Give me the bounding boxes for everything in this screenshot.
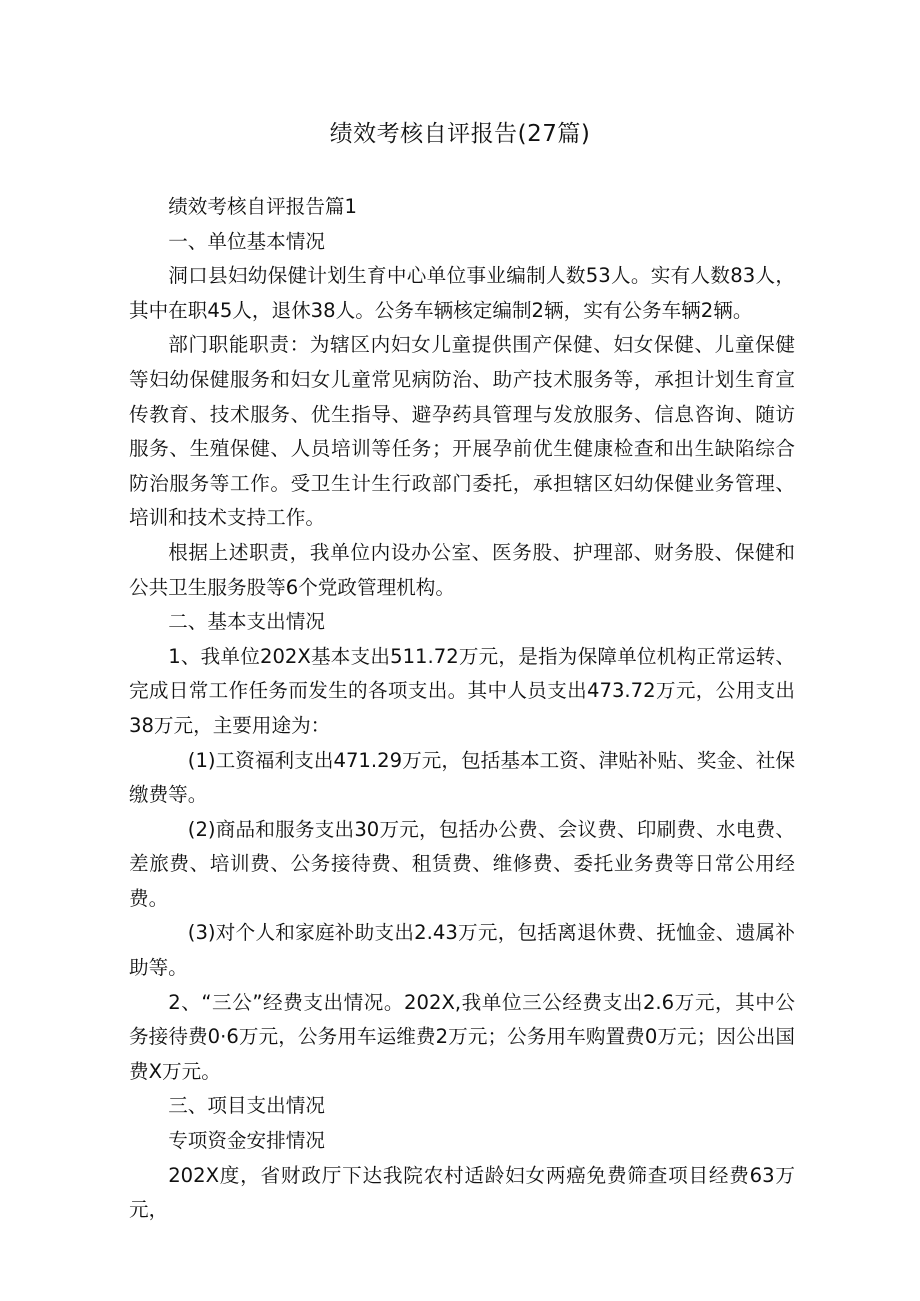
document-body bbox=[129, 190, 795, 1228]
section-heading: 一、单位基本情况 bbox=[168, 229, 325, 253]
paragraph: 洞口县妇幼保健计划生育中心单位事业编制人数53人。实有人数83人，其中在职45人，退休38人。公务车辆核定编制2辆，实有公务车辆2辆。 bbox=[129, 264, 795, 322]
paragraph: 1、我单位202X基本支出511.72万元，是指为保障单位机构正常运转、完成日常工作任务而发生的各项支出。其中人员支出473.72万元，公用支出38万元，主要用途为： bbox=[129, 644, 795, 737]
section-heading: 三、项目支出情况 bbox=[168, 1094, 325, 1118]
section-heading: 二、基本支出情况 bbox=[168, 610, 325, 634]
list-item: (3)对个人和家庭补助支出2.43万元，包括离退休费、抚恤金、遗属补助等。 bbox=[129, 921, 795, 980]
list-item: (1)工资福利支出471.29万元，包括基本工资、津贴补贴、奖金、社保缴费等。 bbox=[129, 748, 795, 807]
list-item: (2)商品和服务支出30万元，包括办公费、会议费、印刷费、水电费、差旅费、培训费、公务接待费、租赁费、维修费、委托业务费等日常公用经费。 bbox=[129, 817, 795, 910]
paragraph: 部门职能职责：为辖区内妇女儿童提供围产保健、妇女保健、儿童保健等妇幼保健服务和妇女儿童常见病防治、助产技术服务等，承担计划生育宣传教育、技术服务、优生指导、避孕药具管理与发放服务、信息咨询、随访服务、生殖保健、人员培训等任务；开展孕前优生健康检查和出生缺陷综合防治服务等工作。受卫生计生行政部门委托，承担辖区妇幼保健业务管理、培训和技术支持工作。 bbox=[129, 333, 795, 530]
paragraph: 2、“三公”经费支出情况。202X,我单位三公经费支出2.6万元，其中公务接待费0·6万元，公务用车运维费2万元；公务用车购置费0万元；因公出国费X万元。 bbox=[129, 990, 795, 1083]
subheading: 专项资金安排情况 bbox=[168, 1129, 325, 1153]
paragraph: 根据上述职责，我单位内设办公室、医务股、护理部、财务股、保健和公共卫生服务股等6个党政管理机构。 bbox=[129, 540, 795, 599]
document-title: 绩效考核自评报告(27篇) bbox=[329, 121, 591, 147]
section-heading: 绩效考核自评报告篇1 bbox=[168, 195, 357, 218]
paragraph: 202X度，省财政厅下达我院农村适龄妇女两癌免费筛查项目经费63万元， bbox=[129, 1163, 795, 1222]
